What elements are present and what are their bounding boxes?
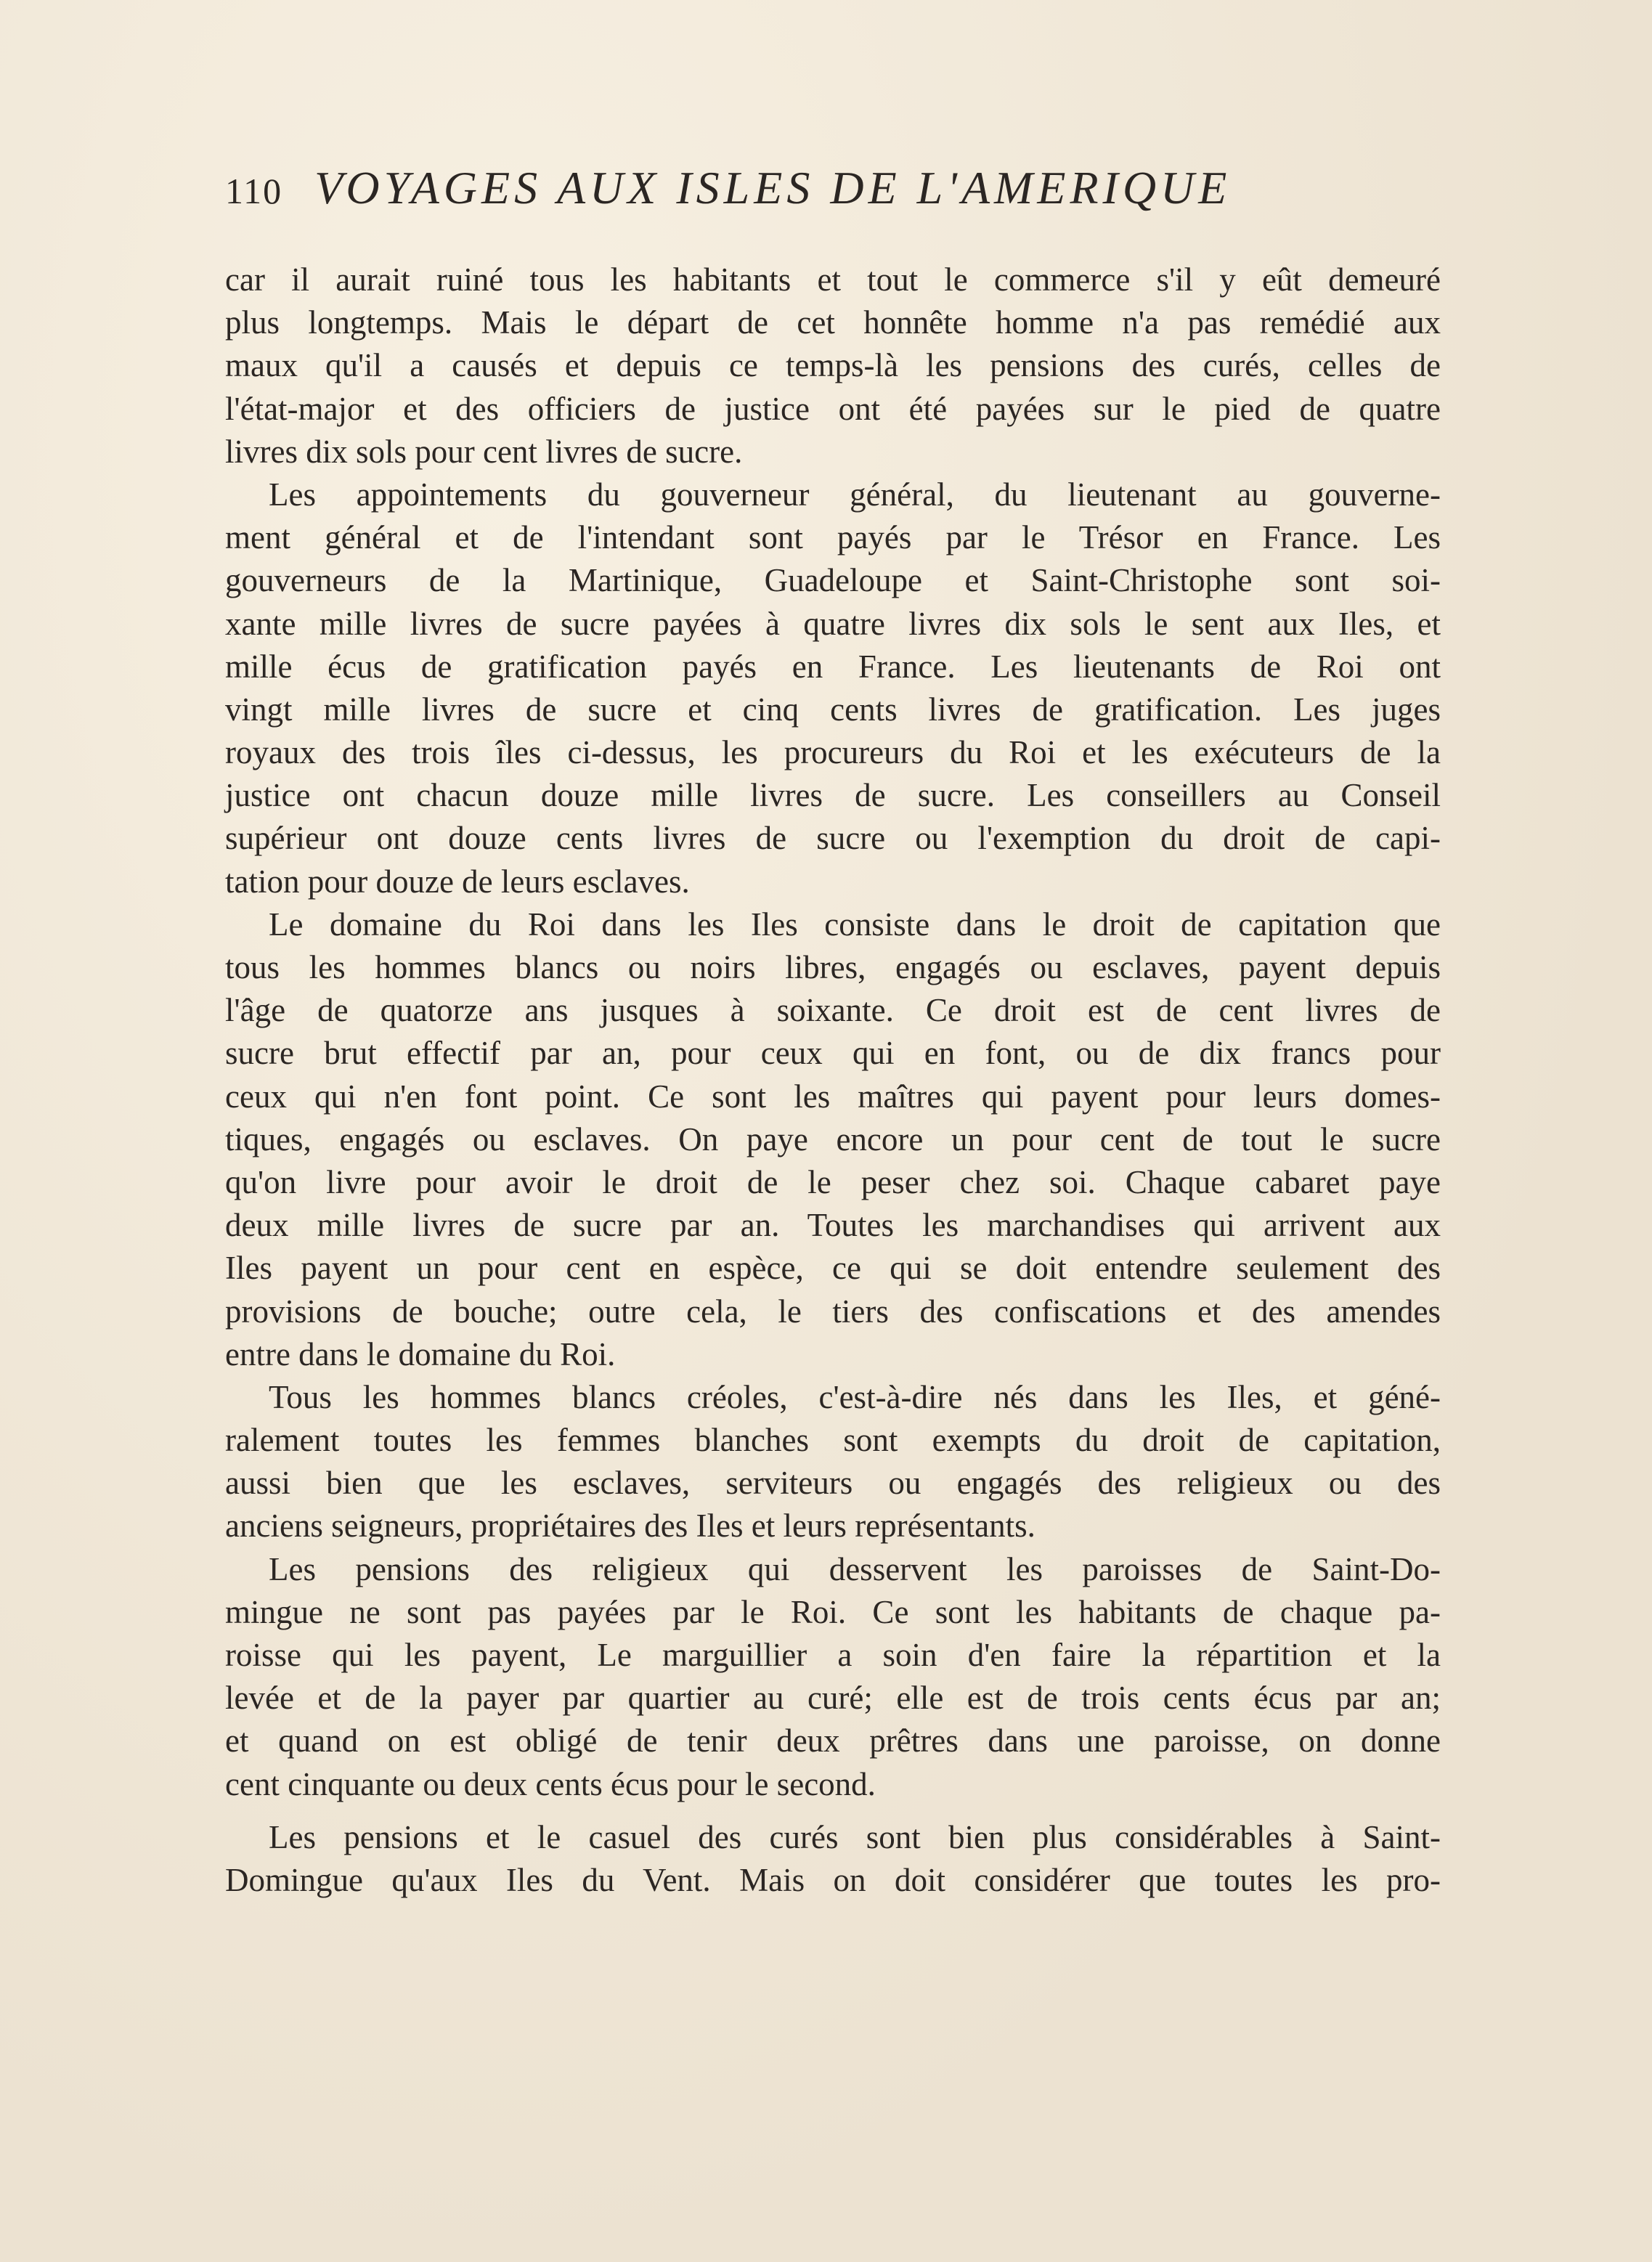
text-line: deux mille livres de sucre par an. Toutes les marchandises qui arrivent aux	[225, 1207, 1441, 1244]
text-line: levée et de la payer par quartier au curé; elle est de trois cents écus par an;	[225, 1680, 1441, 1717]
text-line: ceux qui n'en font point. Ce sont les maîtres qui payent pour leurs domes-	[225, 1078, 1441, 1115]
text-line: Tous les hommes blancs créoles, c'est-à-dire nés dans les Iles, et géné-	[269, 1378, 1441, 1415]
text-line: cent cinquante ou deux cents écus pour le second.	[225, 1765, 876, 1802]
text-line: supérieur ont douze cents livres de sucre ou l'exemption du droit de capi-	[225, 820, 1441, 857]
text-line: tation pour douze de leurs esclaves.	[225, 863, 690, 900]
paragraph	[225, 1816, 1441, 1902]
text-line: mille écus de gratification payés en France. Les lieutenants de Roi ont	[225, 648, 1441, 685]
text-line: plus longtemps. Mais le départ de cet honnête homme n'a pas remédié aux	[225, 304, 1441, 341]
text-line: Iles payent un pour cent en espèce, ce qui se doit entendre seulement des	[225, 1250, 1441, 1287]
paragraph	[225, 903, 1441, 1376]
text-line: Domingue qu'aux Iles du Vent. Mais on doit considérer que toutes les pro-	[225, 1861, 1441, 1898]
text-line: vingt mille livres de sucre et cinq cents livres de gratification. Les juges	[225, 691, 1441, 728]
text-line: l'âge de quatorze ans jusques à soixante. Ce droit est de cent livres de	[225, 992, 1441, 1029]
paragraph	[225, 1376, 1441, 1548]
paragraph	[225, 1548, 1441, 1806]
text-line: Les pensions et le casuel des curés sont bien plus considérables à Saint-	[269, 1818, 1441, 1855]
text-line: ment général et de l'intendant sont payés par le Trésor en France. Les	[225, 519, 1441, 556]
book-title: VOYAGES AUX ISLES DE L'AMERIQUE	[314, 162, 1232, 213]
text-line: entre dans le domaine du Roi.	[225, 1335, 616, 1372]
text-line: Les appointements du gouverneur général, du lieutenant au gouverne-	[269, 476, 1441, 513]
text-line: xante mille livres de sucre payées à quatre livres dix sols le sent aux Iles, et	[225, 605, 1441, 642]
text-line: justice ont chacun douze mille livres de sucre. Les conseillers au Conseil	[225, 777, 1441, 814]
text-line: l'état-major et des officiers de justice ont été payées sur le pied de quatre	[225, 390, 1441, 427]
paragraph	[225, 259, 1441, 473]
paragraph	[225, 473, 1441, 903]
text-line: roisse qui les payent, Le marguillier a soin d'en faire la répartition et la	[225, 1637, 1441, 1673]
text-line: tiques, engagés ou esclaves. On paye encore un pour cent de tout le sucre	[225, 1120, 1441, 1158]
text-line: tous les hommes blancs ou noirs libres, engagés ou esclaves, payent depuis	[225, 949, 1441, 985]
page-number: 110	[225, 171, 283, 211]
text-line: ralement toutes les femmes blanches sont exempts du droit de capitation,	[225, 1422, 1441, 1459]
text-line: maux qu'il a causés et depuis ce temps-là les pensions des curés, celles de	[225, 347, 1441, 384]
text-line: Le domaine du Roi dans les Iles consiste dans le droit de capitation que	[269, 906, 1441, 943]
text-line: Les pensions des religieux qui desservent les paroisses de Saint-Do-	[269, 1550, 1441, 1587]
text-line: et quand on est obligé de tenir deux prêtres dans une paroisse, on donne	[225, 1722, 1441, 1759]
body-text	[225, 259, 1441, 1902]
text-line: anciens seigneurs, propriétaires des Iles et leurs représentants.	[225, 1508, 1035, 1545]
text-line: aussi bien que les esclaves, serviteurs ou engagés des religieux ou des	[225, 1465, 1441, 1502]
text-line: gouverneurs de la Martinique, Guadeloupe et Saint-Christophe sont soi-	[225, 562, 1441, 599]
text-line: livres dix sols pour cent livres de sucre.	[225, 433, 743, 470]
text-line: car il aurait ruiné tous les habitants et tout le commerce s'il y eût demeuré	[225, 261, 1441, 298]
text-line: qu'on livre pour avoir le droit de le peser chez soi. Chaque cabaret paye	[225, 1163, 1441, 1200]
text-line: royaux des trois îles ci-dessus, les procureurs du Roi et les exécuteurs de la	[225, 734, 1441, 771]
running-head	[225, 161, 1441, 219]
text-line: provisions de bouche; outre cela, le tiers des confiscations et des amendes	[225, 1293, 1441, 1330]
text-line: mingue ne sont pas payées par le Roi. Ce sont les habitants de chaque pa-	[225, 1593, 1441, 1630]
text-line: sucre brut effectif par an, pour ceux qui en font, ou de dix francs pour	[225, 1035, 1441, 1072]
